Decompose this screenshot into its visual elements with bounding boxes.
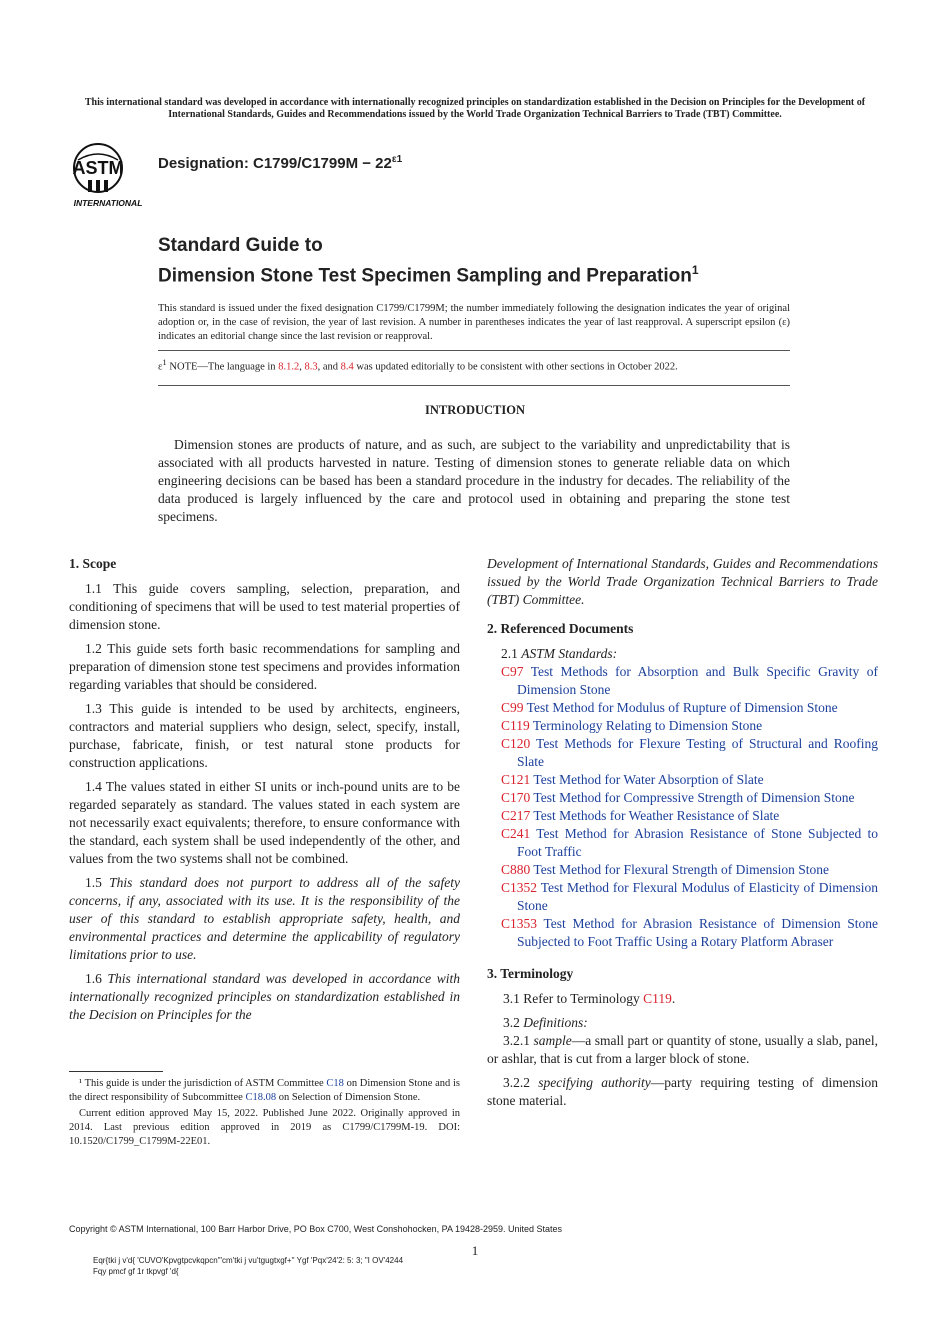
terminology-3-1-b: . bbox=[671, 991, 676, 1006]
scope-1-6-num: 1.6 bbox=[85, 971, 108, 986]
reference-code-link[interactable]: C99 bbox=[501, 700, 524, 715]
title-line-2: Dimension Stone Test Specimen Sampling and Preparation bbox=[158, 265, 692, 287]
introduction-heading: INTRODUCTION bbox=[424, 403, 525, 417]
reference-code-link[interactable]: C1352 bbox=[501, 880, 538, 895]
reference-code-link[interactable]: C97 bbox=[501, 664, 524, 679]
reference-code-link[interactable]: C241 bbox=[501, 826, 531, 841]
note-sep: , bbox=[299, 361, 305, 373]
reference-title-link[interactable]: Test Methods for Weather Resistance of Slate bbox=[530, 808, 780, 823]
terminology-heading: 3. Terminology bbox=[487, 966, 574, 981]
term-specifying-authority-definition: —party requiring testing of dimension stone material. bbox=[487, 1075, 879, 1108]
reference-code-link[interactable]: C119 bbox=[501, 718, 530, 733]
referenced-heading: 2. Referenced Documents bbox=[487, 621, 634, 636]
copyright: Copyright © ASTM International, 100 Barr Harbor Drive, PO Box C700, West Conshohocken, PA 19428-2959. United States bbox=[69, 1224, 563, 1234]
term-sample-definition: —a small part or quantity of stone, usually a slab, panel, or ashlar, that is cut from a larger block of stone. bbox=[487, 1033, 879, 1066]
reference-item bbox=[487, 699, 878, 717]
scope-1-5 bbox=[69, 874, 460, 964]
reference-title-link[interactable]: Test Methods for Absorption and Bulk Specific Gravity of Dimension Stone bbox=[517, 664, 878, 697]
astm-standards-num: 2.1 bbox=[501, 646, 522, 661]
page-title bbox=[158, 233, 878, 288]
title-line-1: Standard Guide to bbox=[158, 235, 323, 256]
reference-title-link[interactable]: Test Method for Abrasion Resistance of Stone Subjected to Foot Traffic bbox=[517, 826, 878, 859]
designation bbox=[158, 154, 402, 172]
issued-statement: This standard is issued under the fixed designation C1799/C1799M; the number immediately following the designation indicates the year of original adoption or, in the case of revision, the year of last revision. A number in parentheses indicates the year of last reapproval. A superscript epsilon (ε) indicates an editorial change since the last revision or reapproval. bbox=[158, 303, 790, 342]
reference-item bbox=[487, 825, 878, 861]
footnotes bbox=[69, 1077, 460, 1151]
license-stamp bbox=[93, 1255, 403, 1277]
terminology-3-2-2 bbox=[487, 1074, 878, 1110]
page-number: 1 bbox=[471, 1243, 479, 1258]
scope-1-1: 1.1 This guide covers sampling, selection, preparation, and conditioning of specimens that will be used to test material properties of dimension stone. bbox=[69, 581, 460, 632]
footnote-2: Current edition approved May 15, 2022. Published June 2022. Originally approved in 2014. Last previous edition approved in 2019 as C1799/C1799M-19. DOI: 10.1520/C1799_C1799M-22E01. bbox=[69, 1108, 460, 1147]
logo-sub: INTERNATIONAL bbox=[73, 198, 143, 208]
terminology-3-2 bbox=[487, 1014, 878, 1032]
note-lead: NOTE—The language in bbox=[166, 361, 279, 373]
note-tail: was updated editorially to be consistent with other sections in October 2022. bbox=[353, 361, 678, 373]
terminology-3-2-1 bbox=[487, 1032, 878, 1068]
footnote-1 bbox=[69, 1077, 460, 1105]
footnote-1-a: ¹ This guide is under the jurisdiction of ASTM Committee bbox=[79, 1078, 327, 1089]
logo-text: ASTM bbox=[72, 158, 124, 178]
note-sup: 1 bbox=[162, 357, 167, 367]
reference-title-link[interactable]: Terminology Relating to Dimension Stone bbox=[529, 718, 763, 733]
reference-title-link[interactable]: Test Method for Flexural Modulus of Elasticity of Dimension Stone bbox=[517, 880, 878, 913]
astm-standards-label: ASTM Standards: bbox=[521, 646, 618, 661]
license-stamp-line-2: Fqy pmcf gf 1r tkpvgf 'd{ bbox=[93, 1267, 179, 1276]
scope-1-6-text: This international standard was developed in accordance with internationally recognized principles on standardization established in the Decision on Principles for the bbox=[69, 971, 461, 1022]
reference-code-link[interactable]: C121 bbox=[501, 772, 531, 787]
designation-epsilon: ε1 bbox=[391, 154, 403, 165]
terminology-3-2-1-num: 3.2.1 bbox=[503, 1033, 534, 1048]
footnote-1-b: on Dimension Stone and is the direct responsibility of Subcommittee bbox=[69, 1078, 460, 1103]
footnote-1-c: on Selection of Dimension Stone. bbox=[276, 1092, 421, 1103]
note-epsilon: ε bbox=[158, 361, 163, 373]
terminology-3-2-2-num: 3.2.2 bbox=[503, 1075, 539, 1090]
reference-title-link[interactable]: Test Method for Abrasion Resistance of Dimension Stone Subjected to Foot Traffic Using a Rotary Platform Abraser bbox=[517, 916, 878, 949]
wto-statement: This international standard was developed in accordance with internationally recognized principles on standardization established in the Decision on Principles for the Development of International Standards, Guides and Recommendations issued by the World Trade Organization Technical Barriers to Trade (TBT) Committee. bbox=[84, 97, 866, 120]
note-link-8-3[interactable]: 8.3 bbox=[304, 361, 318, 373]
footnote-link-c18[interactable]: C18 bbox=[326, 1078, 344, 1089]
scope-1-5-text: This standard does not purport to address all of the safety concerns, if any, associated with its use. It is the responsibility of the user of this standard to establish appropriate safety, health, and environmental practices and determine the applicability of regulatory limitations prior to use. bbox=[69, 875, 460, 962]
scope-1-6 bbox=[69, 970, 460, 1024]
reference-list bbox=[487, 663, 878, 951]
divider bbox=[158, 350, 790, 351]
note-sep: , and bbox=[317, 361, 341, 373]
right-column bbox=[487, 555, 878, 1116]
reference-title-link[interactable]: Test Method for Modulus of Rupture of Dimension Stone bbox=[523, 700, 838, 715]
scope-1-6-continued: Development of International Standards, Guides and Recommendations issued by the World Trade Organization Technical Barriers to Trade (TBT) Committee. bbox=[487, 556, 878, 607]
reference-item bbox=[487, 879, 878, 915]
reference-item bbox=[487, 771, 878, 789]
reference-item bbox=[487, 789, 878, 807]
reference-title-link[interactable]: Test Method for Compressive Strength of Dimension Stone bbox=[530, 790, 855, 805]
reference-item bbox=[487, 663, 878, 699]
terminology-3-1 bbox=[487, 990, 878, 1008]
left-column bbox=[69, 555, 460, 1030]
license-stamp-line-1: Eqr{tki j v'd{ 'CUVO'Kpvgtpcvkqpcn'"cm'tki j vu'tgugtxgf+'' Ygf 'Pqx'24'2: 5: 3; "I OV'4244 bbox=[93, 1256, 404, 1265]
reference-code-link[interactable]: C170 bbox=[501, 790, 531, 805]
reference-code-link[interactable]: C217 bbox=[501, 808, 531, 823]
reference-item bbox=[487, 915, 878, 951]
footnote-link-c18-08[interactable]: C18.08 bbox=[245, 1092, 277, 1103]
term-sample: sample bbox=[533, 1033, 572, 1048]
reference-title-link[interactable]: Test Methods for Flexure Testing of Structural and Roofing Slate bbox=[517, 736, 878, 769]
scope-1-5-num: 1.5 bbox=[85, 875, 110, 890]
astm-logo bbox=[68, 140, 150, 210]
editorial-note bbox=[158, 355, 790, 375]
terminology-link-c119[interactable]: C119 bbox=[643, 991, 672, 1006]
scope-1-2: 1.2 This guide sets forth basic recommendations for sampling and preparation of dimension stone test specimens and provides information regarding variables that should be considered. bbox=[69, 641, 460, 692]
divider bbox=[158, 385, 790, 386]
title-footnote-ref: 1 bbox=[691, 263, 699, 277]
term-specifying-authority: specifying authority bbox=[538, 1075, 651, 1090]
scope-1-4: 1.4 The values stated in either SI units or inch-pound units are to be regarded separately as standard. The values stated in each system are not necessarily exact equivalents; therefore, to ensure conformance with the standard, each system shall be used independently of the other, and values from the two systems shall not be combined. bbox=[69, 779, 460, 866]
reference-code-link[interactable]: C120 bbox=[501, 736, 531, 751]
terminology-3-2-label: Definitions: bbox=[523, 1015, 588, 1030]
reference-code-link[interactable]: C880 bbox=[501, 862, 531, 877]
terminology-3-2-num: 3.2 bbox=[503, 1015, 524, 1030]
reference-title-link[interactable]: Test Method for Water Absorption of Slate bbox=[530, 772, 764, 787]
scope-1-3: 1.3 This guide is intended to be used by architects, engineers, contractors and material suppliers who design, select, specify, install, purchase, fabricate, finish, or test natural stone products for construction applications. bbox=[69, 701, 460, 770]
note-link-8-4[interactable]: 8.4 bbox=[340, 361, 354, 373]
designation-text: Designation: C1799/C1799M − 22 bbox=[158, 155, 392, 172]
scope-heading: 1. Scope bbox=[69, 556, 117, 571]
reference-item bbox=[487, 861, 878, 879]
reference-title-link[interactable]: Test Method for Flexural Strength of Dimension Stone bbox=[530, 862, 830, 877]
note-link-8-1-2[interactable]: 8.1.2 bbox=[278, 361, 300, 373]
reference-code-link[interactable]: C1353 bbox=[501, 916, 538, 931]
astm-standards-subheading bbox=[487, 645, 878, 663]
reference-item bbox=[487, 717, 878, 735]
introduction-text: Dimension stones are products of nature, and as such, are subject to the variability and unpredictability that is associated with all products harvested in nature. Testing of dimension stones to generate reliable data on which engineering decisions can be based has been a standard procedure in the industry for decades. The reliability of the data produced is largely influenced by the care and protocol used in obtaining and preparing the stone test specimens. bbox=[158, 437, 790, 524]
footnote-divider bbox=[69, 1071, 163, 1072]
astm-logo-icon bbox=[68, 140, 150, 210]
reference-item bbox=[487, 807, 878, 825]
terminology-3-1-a: 3.1 Refer to Terminology bbox=[503, 991, 644, 1006]
reference-item bbox=[487, 735, 878, 771]
